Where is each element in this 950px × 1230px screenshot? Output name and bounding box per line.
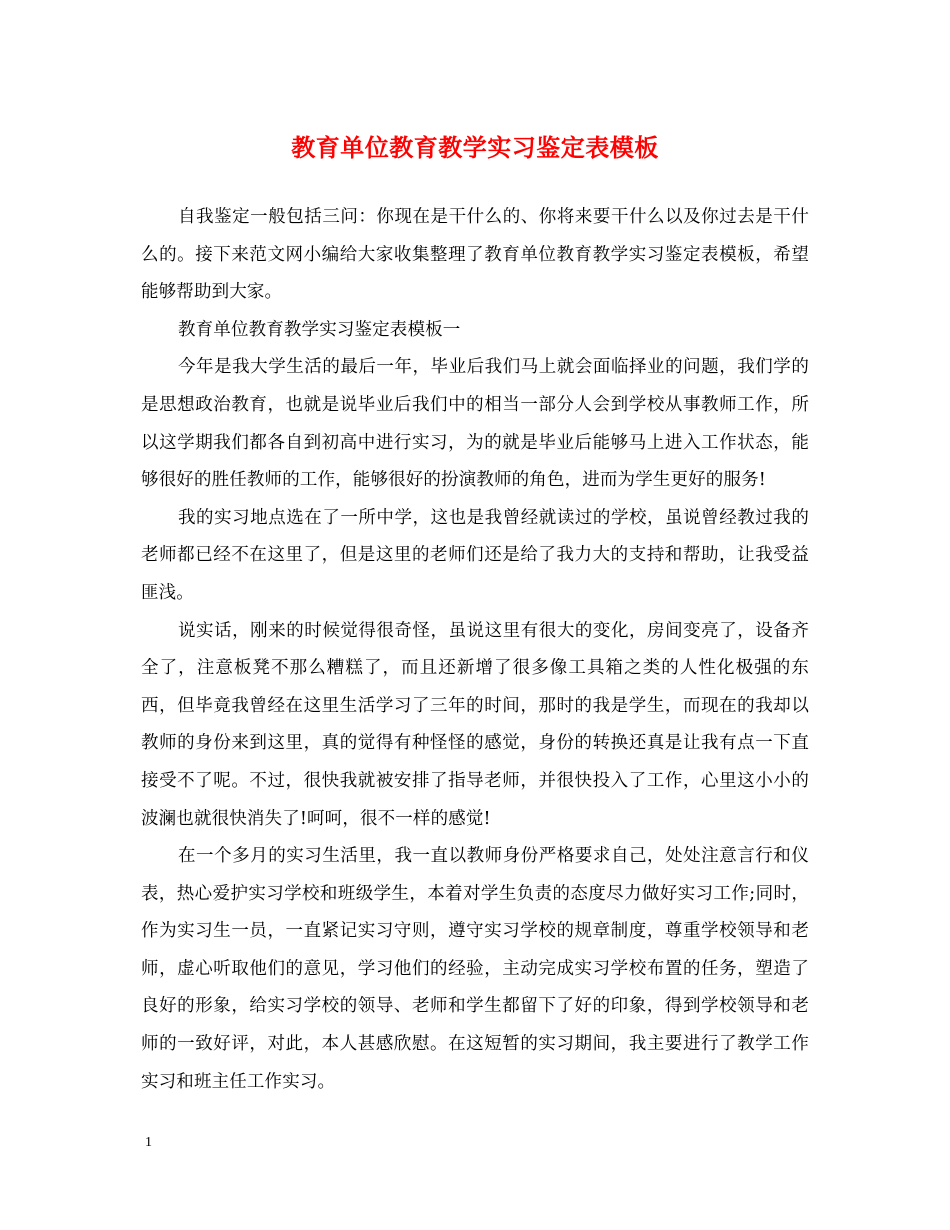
paragraph-body-4: 在一个多月的实习生活里，我一直以教师身份严格要求自己，处处注意言行和仪表，热心爱护实习学校和班级学生，本着对学生负责的态度尽力做好实习工作;同时，作为实习生一员，一直紧记实习守则，遵守实习学校的规章制度，尊重学校领导和老师，虚心听取他们的意见，学习他们的经验，主动完成实习学校布置的任务，塑造了良好的形象，给实习学校的领导、老师和学生都留下了好的印象，得到学校领导和老师的一致好评，对此，本人甚感欣慰。在这短暂的实习期间，我主要进行了教学工作实习和班主任工作实习。: [141, 846, 809, 1092]
paragraph-body-2: 我的实习地点选在了一所中学，这也是我曾经就读过的学校，虽说曾经教过我的老师都已经不在这里了，但是这里的老师们还是给了我力大的支持和帮助，让我受益匪浅。: [141, 507, 809, 603]
paragraph-intro: 自我鉴定一般包括三问：你现在是干什么的、你将来要干什么以及你过去是干什么的。接下来范文网小编给大家收集整理了教育单位教育教学实习鉴定表模板，希望能够帮助到大家。: [141, 207, 809, 303]
paragraph-section-heading: 教育单位教育教学实习鉴定表模板一: [178, 319, 461, 340]
document-title: 教育单位教育教学实习鉴定表模板: [291, 133, 659, 162]
paragraph-body-1: 今年是我大学生活的最后一年，毕业后我们马上就会面临择业的问题，我们学的是思想政治教育，也就是说毕业后我们中的相当一部分人会到学校从事教师工作，所以这学期我们都各自到初高中进行实习，为的就是毕业后能够马上进入工作状态，能够很好的胜任教师的工作，能够很好的扮演教师的角色，进而为学生更好的服务!: [141, 357, 809, 491]
paragraph-body-3: 说实话，刚来的时候觉得很奇怪，虽说这里有很大的变化，房间变亮了，设备齐全了，注意板凳不那么糟糕了，而且还新增了很多像工具箱之类的人性化极强的东西，但毕竟我曾经在这里生活学习了三年的时间，那时的我是学生，而现在的我却以教师的身份来到这里，真的觉得有种怪怪的感觉，身份的转换还真是让我有点一下直接受不了呢。不过，很快我就被安排了指导老师，并很快投入了工作，心里这小小的波澜也就很快消失了!呵呵，很不一样的感觉!: [141, 620, 809, 829]
page-number: 1: [145, 1135, 152, 1150]
document-body: [141, 199, 809, 1101]
